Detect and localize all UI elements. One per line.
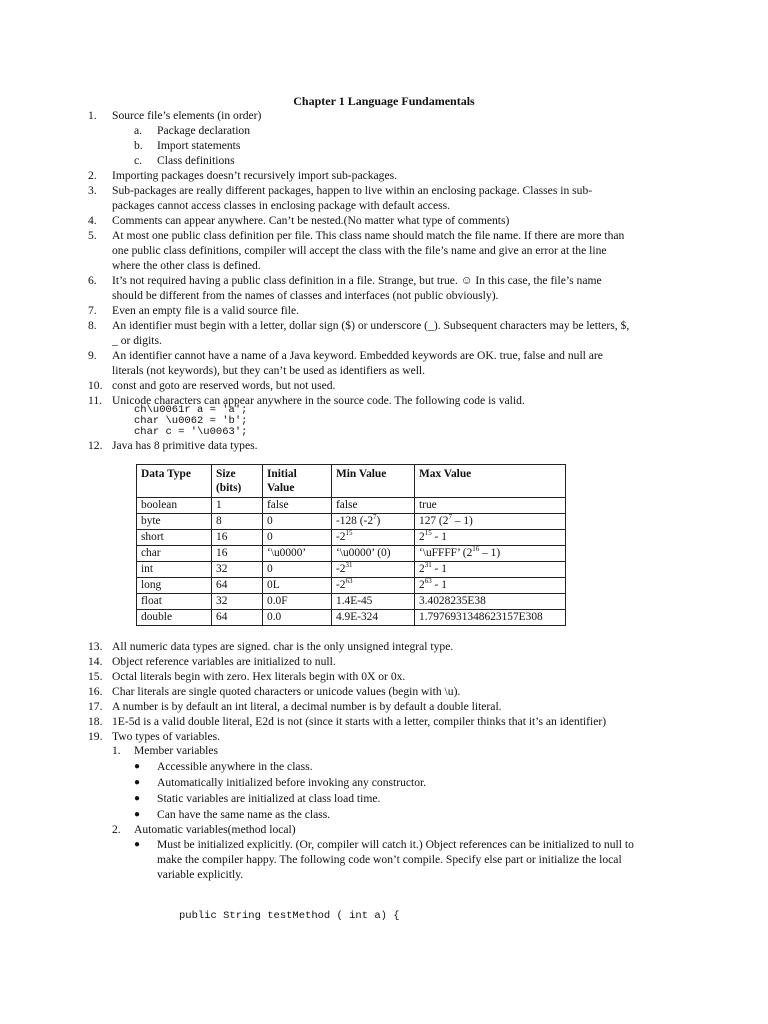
- cell-max: ‘\uFFFF’ $(2^{16} - 1)$: [415, 546, 566, 562]
- cell-size: 1: [212, 498, 263, 514]
- cell-max: $2^{63} - 1$: [415, 578, 566, 594]
- cell-type: boolean: [137, 498, 212, 514]
- cell-type: long: [137, 578, 212, 594]
- bullet-item-1: Accessible anywhere in the class.: [157, 760, 313, 773]
- cell-size: 16: [212, 546, 263, 562]
- bullet-icon: ●: [134, 793, 141, 804]
- cell-max: $2^{15} - 1$: [415, 530, 566, 546]
- chapter-title: Chapter 1 Language Fundamentals: [293, 94, 475, 108]
- table-row: [137, 530, 566, 546]
- cell-min: 4.9E-324: [332, 610, 415, 626]
- bullet-icon: ●: [134, 839, 141, 850]
- cell-min: -128 $(-2^7)$: [332, 514, 415, 530]
- cell-size: 64: [212, 578, 263, 594]
- cell-initial: 0.0: [263, 610, 332, 626]
- cell-size: 8: [212, 514, 263, 530]
- code-line-3: char c = '\u0063';: [134, 426, 248, 438]
- code-line-1: ch\u0061r a = 'a';: [134, 404, 248, 416]
- cell-initial: ‘\u0000’: [263, 546, 332, 562]
- sublist-marker-2: 2.: [112, 823, 121, 836]
- bullet-item-2: Automatically initialized before invoking any constructor.: [157, 776, 427, 789]
- sublist-marker-c: c.: [134, 154, 143, 167]
- code-line-4: public String testMethod ( int a) {: [179, 910, 400, 922]
- sublist-marker-b: b.: [134, 139, 143, 152]
- cell-min: false: [332, 498, 415, 514]
- cell-initial: false: [263, 498, 332, 514]
- header-min-value: Min Value: [332, 465, 415, 498]
- table-header-row: [137, 465, 566, 498]
- bullet-item-5: Must be initialized explicitly. (Or, compiler will catch it.) Object references can be initialized to null to: [157, 838, 634, 851]
- cell-type: int: [137, 562, 212, 578]
- sublist-item-automatic-variables: Automatic variables(method local): [134, 823, 296, 836]
- code-line-2: char \u0062 = 'b';: [134, 415, 248, 427]
- table-row: [137, 578, 566, 594]
- bullet-item-3: Static variables are initialized at class load time.: [157, 792, 381, 805]
- table-row: [137, 546, 566, 562]
- cell-initial: 0.0F: [263, 594, 332, 610]
- table-row: [137, 594, 566, 610]
- cell-initial: 0: [263, 514, 332, 530]
- cell-max: 3.4028235E38: [415, 594, 566, 610]
- bullet-icon: ●: [134, 761, 141, 772]
- table-row: [137, 498, 566, 514]
- cell-type: char: [137, 546, 212, 562]
- cell-max: 127 $(2^7 - 1)$: [415, 514, 566, 530]
- cell-min: ‘\u0000’ (0): [332, 546, 415, 562]
- cell-size: 64: [212, 610, 263, 626]
- cell-min: $-2^{63}$: [332, 578, 415, 594]
- cell-max: $2^{31} - 1$: [415, 562, 566, 578]
- cell-initial: 0L: [263, 578, 332, 594]
- cell-max: 1.7976931348623157E308: [415, 610, 566, 626]
- cell-initial: 0: [263, 562, 332, 578]
- table-row: [137, 514, 566, 530]
- cell-size: 32: [212, 594, 263, 610]
- cell-size: 32: [212, 562, 263, 578]
- header-max-value: Max Value: [415, 465, 566, 498]
- header-size: Size (bits): [212, 465, 263, 498]
- cell-max: true: [415, 498, 566, 514]
- sublist-marker-a: a.: [134, 124, 143, 137]
- header-initial-value: Initial Value: [263, 465, 332, 498]
- table-row: [137, 610, 566, 626]
- bullet-item-4: Can have the same name as the class.: [157, 808, 331, 821]
- cell-min: $-2^{31}$: [332, 562, 415, 578]
- sublist-item-member-variables: Member variables: [134, 744, 219, 757]
- cell-type: double: [137, 610, 212, 626]
- cell-size: 16: [212, 530, 263, 546]
- primitive-types-table: [136, 464, 566, 626]
- cell-initial: 0: [263, 530, 332, 546]
- document-page: Chapter 1 Language Fundamentals 1. Source file’s elements (in order) a. Package declaration b. Import statements c. Class definitions 2. Importing packages doesn’t recursively import sub-packages. 3. Sub-packages are really different packages, happen to live within an enclosing package. Classes in sub- packages cannot access classes in enclosing package with default access. 4. Comments can appear anywhere. Can’t be nested.(No matter what type of comments) 5. At most one public class definition per file. This class name should match the file name. If there are more than one public class definitions, compiler will accept the class with the file’s name and give an error at the line where the other class is defined. 6. It’s not required having a public class definition in a file. Strange, but true. ☺ In this case, the file’s name should be different from the names of classes and interfaces (not public obviously). 7. Even an empty file is a valid source file. 8. An identifier must begin with a letter, dollar sign ($) or underscore (_). Subsequent characters may be letters, $, _ or digits. 9. An identifier cannot have a name of a Java keyword. Embedded keywords are OK. true, false and null are literals (not keywords), but they can’t be used as identifiers as well. 10. const and goto are reserved words, but not used. 11. Unicode characters can appear anywhere in the source code. The following code is valid. ch\u0061r a = 'a'; char \u0062 = 'b'; char c = '\u0063'; 12. Java has 8 primitive data types. Data Type Size (bits) Initial Value Min Value Max Value boolean 1 false false true byte 8 0 -128 $(-2^7)$ 127 $(2^7 - 1)$ short 16 0 $-2^{15}$ $2^{15} - 1$ char 16 ‘\u0000’ ‘\u0000’ (0) ‘\uFFFF’ $(2^{16} - 1)$ int 32 0 $-2^{31}$ $2^{31} - 1$ long 64 0L $-2^{63}$ $2^{63} - 1$ float 32 0.0F 1.4E-45 3.4028235E38 double 64 0.0 4.9E-324 1.7976931348623157E308 13. All numeric data types are signed. char is the only unsigned integral type. 14. Object reference variables are initialized to null. 15. Octal literals begin with zero. Hex literals begin with 0X or 0x. 16. Char literals are single quoted characters or unicode values (begin with \u). 17. A number is by default an int literal, a decimal number is by default a double literal. 18. 1E-5d is a valid double literal, E2d is not (since it starts with a letter, compiler thinks that it’s an identifier) 19. Two types of variables. 1. Member variables ● Accessible anywhere in the class. ● Automatically initialized before invoking any constructor. ● Static variables are initialized at class load time. ● Can have the same name as the class. 2. Automatic variables(method local) ● Must be initialized explicitly. (Or, compiler will catch it.) Object references can be initialized to null to make the compiler happy. The following code won’t compile. Specify else part or initialize the local variable explicitly. public String testMethod ( int a) {: [0, 0, 768, 1024]
- cell-type: byte: [137, 514, 212, 530]
- header-data-type: Data Type: [137, 465, 212, 498]
- sublist-marker-1: 1.: [112, 744, 121, 757]
- table-row: [137, 562, 566, 578]
- cell-type: float: [137, 594, 212, 610]
- cell-type: short: [137, 530, 212, 546]
- sublist-item-c: Class definitions: [157, 154, 235, 167]
- bullet-item-5-cont2: variable explicitly.: [157, 868, 244, 881]
- cell-min: $-2^{15}$: [332, 530, 415, 546]
- bullet-icon: ●: [134, 809, 141, 820]
- cell-min: 1.4E-45: [332, 594, 415, 610]
- sublist-item-a: Package declaration: [157, 124, 251, 137]
- bullet-item-5-cont1: make the compiler happy. The following code won’t compile. Specify else part or initialize the local: [157, 853, 622, 866]
- sublist-item-b: Import statements: [157, 139, 241, 152]
- bullet-icon: ●: [134, 777, 141, 788]
